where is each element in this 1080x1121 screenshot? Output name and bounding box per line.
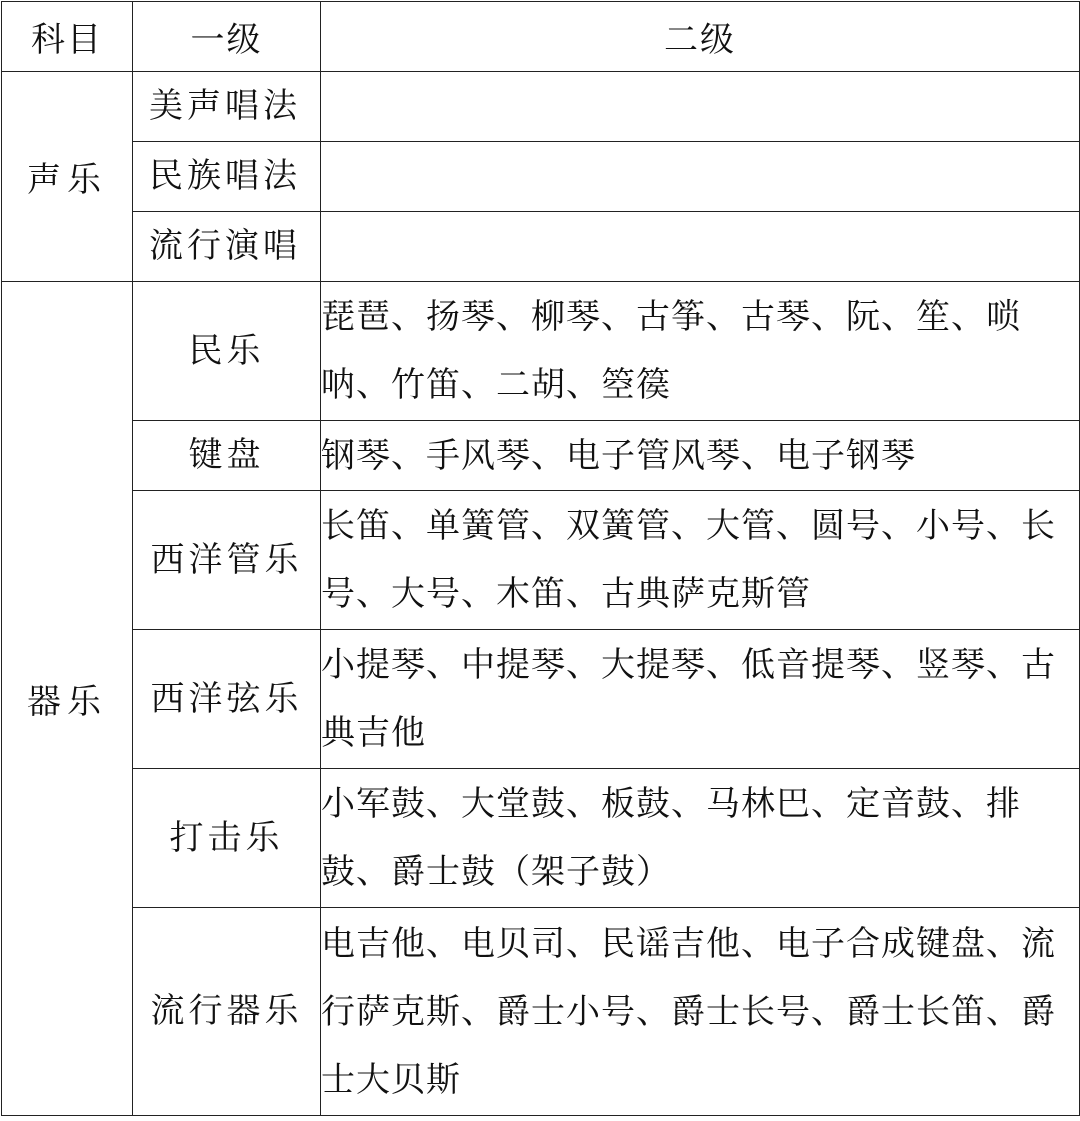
level1-cell: 美声唱法 — [133, 72, 321, 142]
table-row — [2, 908, 1080, 1116]
subject-vocal: 声乐 — [2, 72, 133, 282]
table-row — [2, 142, 1080, 212]
header-level1: 一级 — [133, 2, 321, 72]
header-subject: 科目 — [2, 2, 133, 72]
level2-cell: 钢琴、手风琴、电子管风琴、电子钢琴 — [321, 421, 1080, 491]
level1-cell: 打击乐 — [133, 769, 321, 908]
table-row — [2, 282, 1080, 421]
header-level2: 二级 — [321, 2, 1080, 72]
level2-cell — [321, 72, 1080, 142]
level2-cell: 长笛、单簧管、双簧管、大管、圆号、小号、长号、大号、木笛、古典萨克斯管 — [321, 491, 1080, 630]
level2-cell — [321, 212, 1080, 282]
level2-cell — [321, 142, 1080, 212]
table-row — [2, 630, 1080, 769]
table-row — [2, 212, 1080, 282]
table-row — [2, 72, 1080, 142]
level1-cell: 流行演唱 — [133, 212, 321, 282]
music-subjects-table — [1, 1, 1080, 1116]
header-row — [2, 2, 1080, 72]
level1-cell: 键盘 — [133, 421, 321, 491]
level2-cell: 琵琶、扬琴、柳琴、古筝、古琴、阮、笙、唢呐、竹笛、二胡、箜篌 — [321, 282, 1080, 421]
table-row — [2, 769, 1080, 908]
table-row — [2, 491, 1080, 630]
level1-cell: 西洋弦乐 — [133, 630, 321, 769]
level2-cell: 小提琴、中提琴、大提琴、低音提琴、竖琴、古典吉他 — [321, 630, 1080, 769]
level1-cell: 西洋管乐 — [133, 491, 321, 630]
level1-cell: 民乐 — [133, 282, 321, 421]
level1-cell: 流行器乐 — [133, 908, 321, 1116]
subject-instrumental: 器乐 — [2, 282, 133, 1116]
level2-cell: 电吉他、电贝司、民谣吉他、电子合成键盘、流行萨克斯、爵士小号、爵士长号、爵士长笛、爵士大贝斯 — [321, 908, 1080, 1116]
level1-cell: 民族唱法 — [133, 142, 321, 212]
table-row — [2, 421, 1080, 491]
level2-cell: 小军鼓、大堂鼓、板鼓、马林巴、定音鼓、排鼓、爵士鼓（架子鼓） — [321, 769, 1080, 908]
